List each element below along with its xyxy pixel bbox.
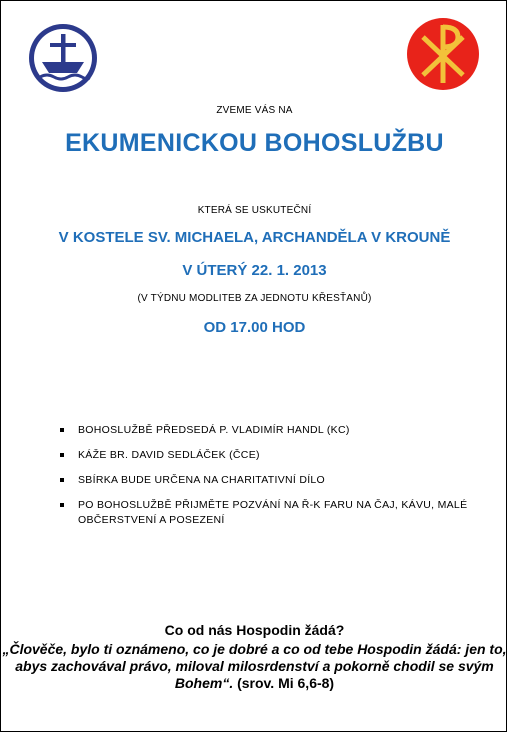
list-item [60,448,480,463]
info-list [60,423,480,538]
ecumenical-boat-cross-icon [27,22,99,94]
which-text: KTERÁ SE USKUTEČNÍ [197,205,312,216]
list-item-text: KÁŽE BR. DAVID SEDLÁČEK (ČCE) [78,449,260,461]
chi-rho-icon [404,15,482,93]
list-item-text: BOHOSLUŽBĚ PŘEDSEDÁ P. VLADIMÍR HANDL (KC) [78,424,350,436]
page-title: EKUMENICKOU BOHOSLUŽBU [65,129,444,157]
date-text: V ÚTERÝ 22. 1. 2013 [182,262,327,279]
list-item [60,498,480,528]
quote-text: „Člověče, bylo ti oznámeno, co je dobré a co od tebe Hospodin žádá: jen to, abys zachovával právo, miloval milosrdenství a pokorně chodil se svým Bohem“. [2,641,507,691]
quote-heading: Co od nás Hospodin žádá? [164,622,345,638]
list-item [60,473,480,488]
place-text: V KOSTELE SV. MICHAELA, ARCHANDĚLA V KROUNĚ [58,229,451,246]
week-note: (V TÝDNU MODLITEB ZA JEDNOTU KŘESŤANŮ) [137,293,372,304]
list-item-text: PO BOHOSLUŽBĚ PŘIJMĚTE POZVÁNÍ NA Ř-K FARU NA ČAJ, KÁVU, MALÉ OBČERSTVENÍ A POSEZENÍ [78,499,468,526]
quote-body [1,641,507,692]
bullet-square-icon [60,453,64,457]
bullet-square-icon [60,478,64,482]
bullet-square-icon [60,428,64,432]
invitation-text: ZVEME VÁS NA [216,105,293,116]
list-item-text: SBÍRKA BUDE URČENA NA CHARITATIVNÍ DÍLO [78,474,326,486]
list-item [60,423,480,438]
quote-reference: (srov. Mi 6,6-8) [233,675,335,691]
bullet-square-icon [60,503,64,507]
time-text: OD 17.00 HOD [203,319,306,336]
